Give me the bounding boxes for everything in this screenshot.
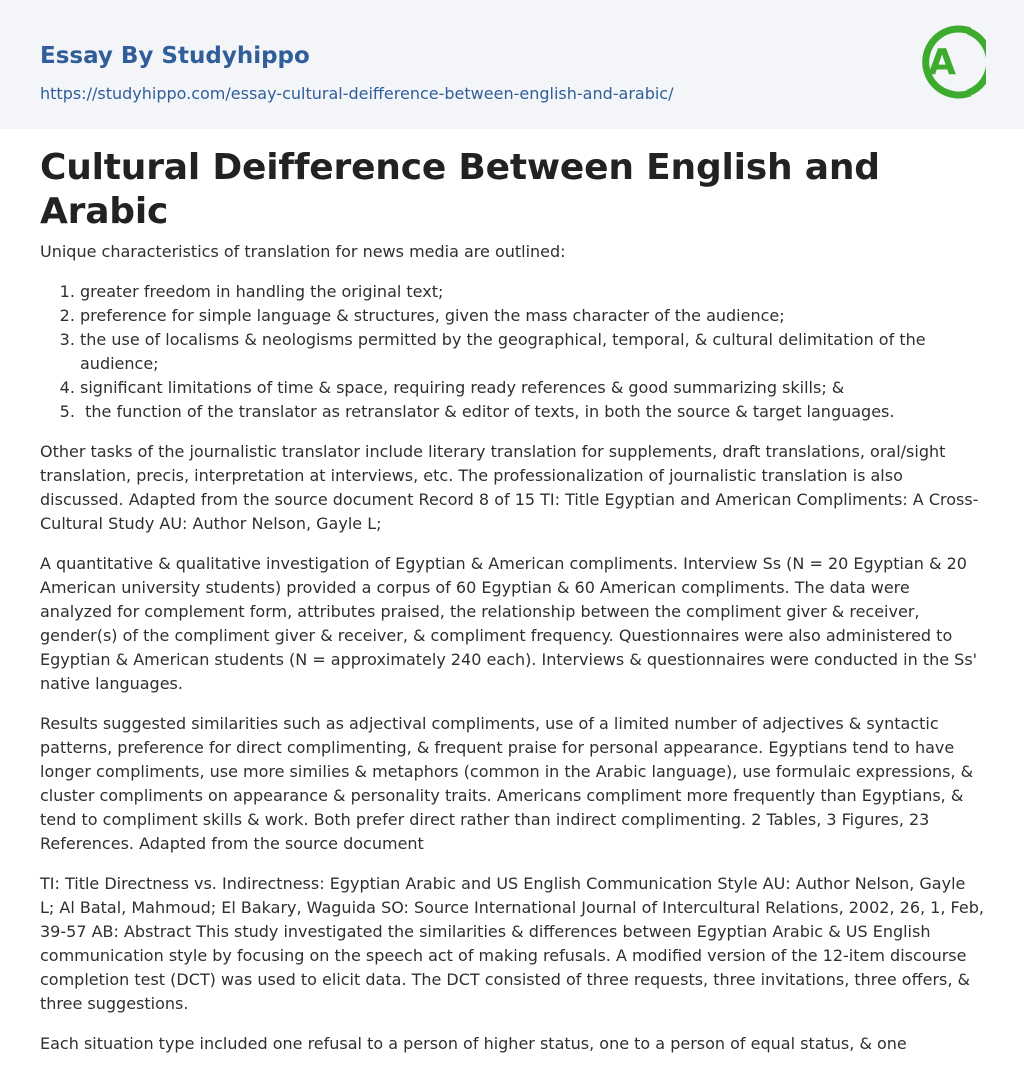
body-paragraph: Results suggested similarities such as adjectival compliments, use of a limited number of adjectives & syntactic patterns, preference for direct complimenting, & frequent praise for personal appearance. Egyptians tend to have longer compliments, use more similies & metaphors (common in the Arabic language), use formulaic expressions, & cluster compliments on appearance & personality traits. Americans compliment more frequently than Egyptians, & tend to compliment skills & work. Both prefer direct rather than indirect complimenting. 2 Tables, 3 Figures, 23 References. Adapted from the source document	[40, 714, 974, 853]
list-item: 3. the use of localisms & neologisms permitted by the geographical, temporal, & cultural delimitation of the audience;	[80, 328, 984, 376]
list-item: 1. greater freedom in handling the original text;	[80, 280, 984, 304]
body-paragraph: A quantitative & qualitative investigation of Egyptian & American compliments. Interview Ss (N = 20 Egyptian & 20 American university students) provided a corpus of 60 Egyptian & 60 American compliments. The data were analyzed for complement form, attributes praised, the relationship between the compliment giver & receiver, gender(s) of the compliment giver & receiver, & compliment frequency. Questionnaires were also administered to Egyptian & American students (N = approximately 240 each). Interviews & questionnaires were conducted in the Ss' native languages.	[40, 554, 978, 693]
list-item: 5. the function of the translator as retranslator & editor of texts, in both the source & target languages.	[80, 400, 984, 424]
characteristics-list	[40, 280, 984, 424]
intro-paragraph: Unique characteristics of translation for news media are outlined:	[40, 242, 566, 261]
logo-letter: A	[928, 42, 956, 83]
list-item: 2. preference for simple language & structures, given the mass character of the audience;	[80, 304, 984, 328]
body-paragraph: Each situation type included one refusal to a person of higher status, one to a person of equal status, & one	[40, 1034, 907, 1053]
body-paragraph: Other tasks of the journalistic translator include literary translation for supplements, draft translations, oral/sight translation, precis, interpretation at interviews, etc. The professionalization of journalistic translation is also discussed. Adapted from the source document Record 8 of 15 TI: Title Egyptian and American Compliments: A Cross-Cultural Study AU: Author Nelson, Gayle L;	[40, 442, 979, 533]
studyhippo-logo-icon[interactable]	[912, 18, 986, 106]
page-title: Cultural Deifference Between English and Arabic	[40, 147, 880, 232]
source-url-link[interactable]: https://studyhippo.com/essay-cultural-deifference-between-english-and-arabic/	[40, 84, 674, 103]
article-body	[40, 240, 984, 1056]
list-item: 4. significant limitations of time & space, requiring ready references & good summarizing skills; &	[80, 376, 984, 400]
body-paragraph: TI: Title Directness vs. Indirectness: Egyptian Arabic and US English Communication Style AU: Author Nelson, Gayle L; Al Batal, Mahmoud; El Bakary, Waguida SO: Source International Journal of Intercultural Relations, 2002, 26, 1, Feb, 39-57 AB: Abstract This study investigated the similarities & differences between Egyptian Arabic & US English communication style by focusing on the speech act of making refusals. A modified version of the 12-item discourse completion test (DCT) was used to elicit data. The DCT consisted of three requests, three invitations, three offers, & three suggestions.	[40, 874, 984, 1013]
site-header	[0, 0, 1024, 129]
brand-title[interactable]: Essay By Studyhippo	[40, 43, 310, 69]
